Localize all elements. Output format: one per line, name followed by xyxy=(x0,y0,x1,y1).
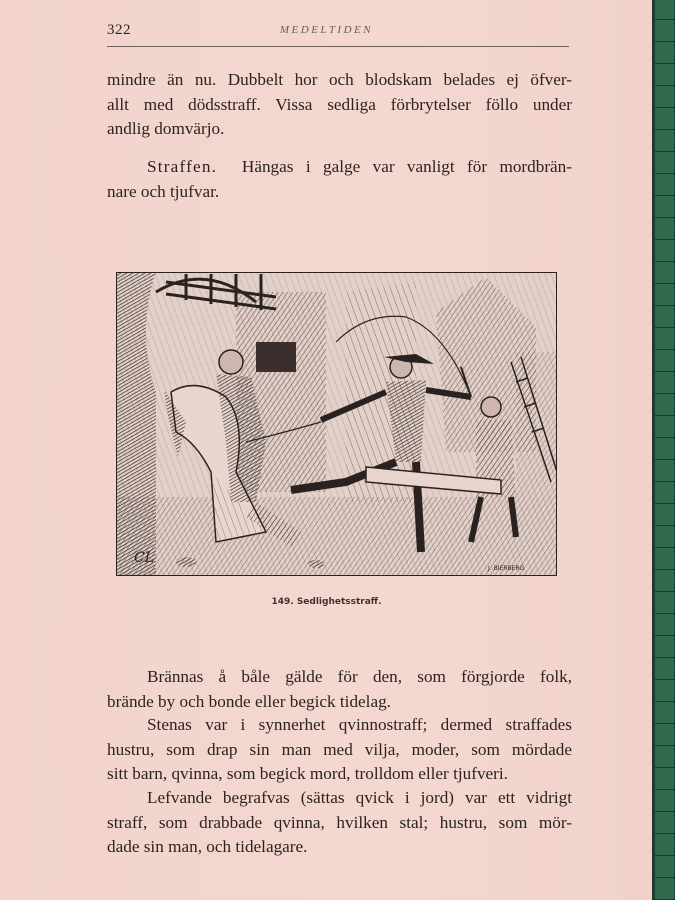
cutting-mat-background xyxy=(652,0,675,900)
page-edge-shadow xyxy=(652,0,655,900)
text-run: Hängas i galge var vanligt för mordbrän- xyxy=(241,157,573,176)
paragraph-1 xyxy=(107,68,572,142)
paragraph-3 xyxy=(107,665,572,714)
page-number: 322 xyxy=(107,22,131,38)
text-line: andlig domvärjo. xyxy=(107,119,225,138)
paragraph-2 xyxy=(107,155,572,204)
running-head: MEDELTIDEN xyxy=(279,24,374,36)
text-line: allt med dödsstraff. Vissa sedliga förbrytelser föllo under xyxy=(107,94,572,114)
text-line: nare och tjufvar. xyxy=(107,181,220,201)
text-line: Lefvande begrafvas (sättas qvick i jord) var ett vidrigt xyxy=(147,788,572,807)
engraving-illustration xyxy=(116,272,557,576)
text-line: Brännas å båle gälde för den, som förgjorde folk, xyxy=(147,667,572,686)
text-line: straff, som drabbade qvinna, hvilken stal; hustru, som mör- xyxy=(107,812,572,832)
text-line: hustru, som drap sin man med vilja, moder, som mördade xyxy=(107,739,572,759)
figure-caption: 149. Sedlighetsstraff. xyxy=(271,597,382,607)
text-line: brände by och bonde eller begick tidelag. xyxy=(107,691,391,711)
header-rule xyxy=(107,46,569,47)
text-line: dade sin man, och tidelagare. xyxy=(107,837,308,856)
text-line: mindre än nu. Dubbelt hor och blodskam belades ej öfver- xyxy=(107,70,572,89)
artist-monogram: CL xyxy=(134,550,155,566)
engraver-signature: J. BIERBERG xyxy=(488,565,525,572)
text-line: Stenas var i synnerhet qvinnostraff; dermed straffades xyxy=(147,715,572,734)
text-line: sitt barn, qvinna, som begick mord, trolldom eller tjufveri. xyxy=(107,764,508,783)
text-line xyxy=(107,155,572,180)
section-head: Straffen. xyxy=(147,157,218,176)
paragraph-5 xyxy=(107,786,572,860)
engraving-drawing xyxy=(116,272,557,576)
paragraph-4 xyxy=(107,713,572,787)
